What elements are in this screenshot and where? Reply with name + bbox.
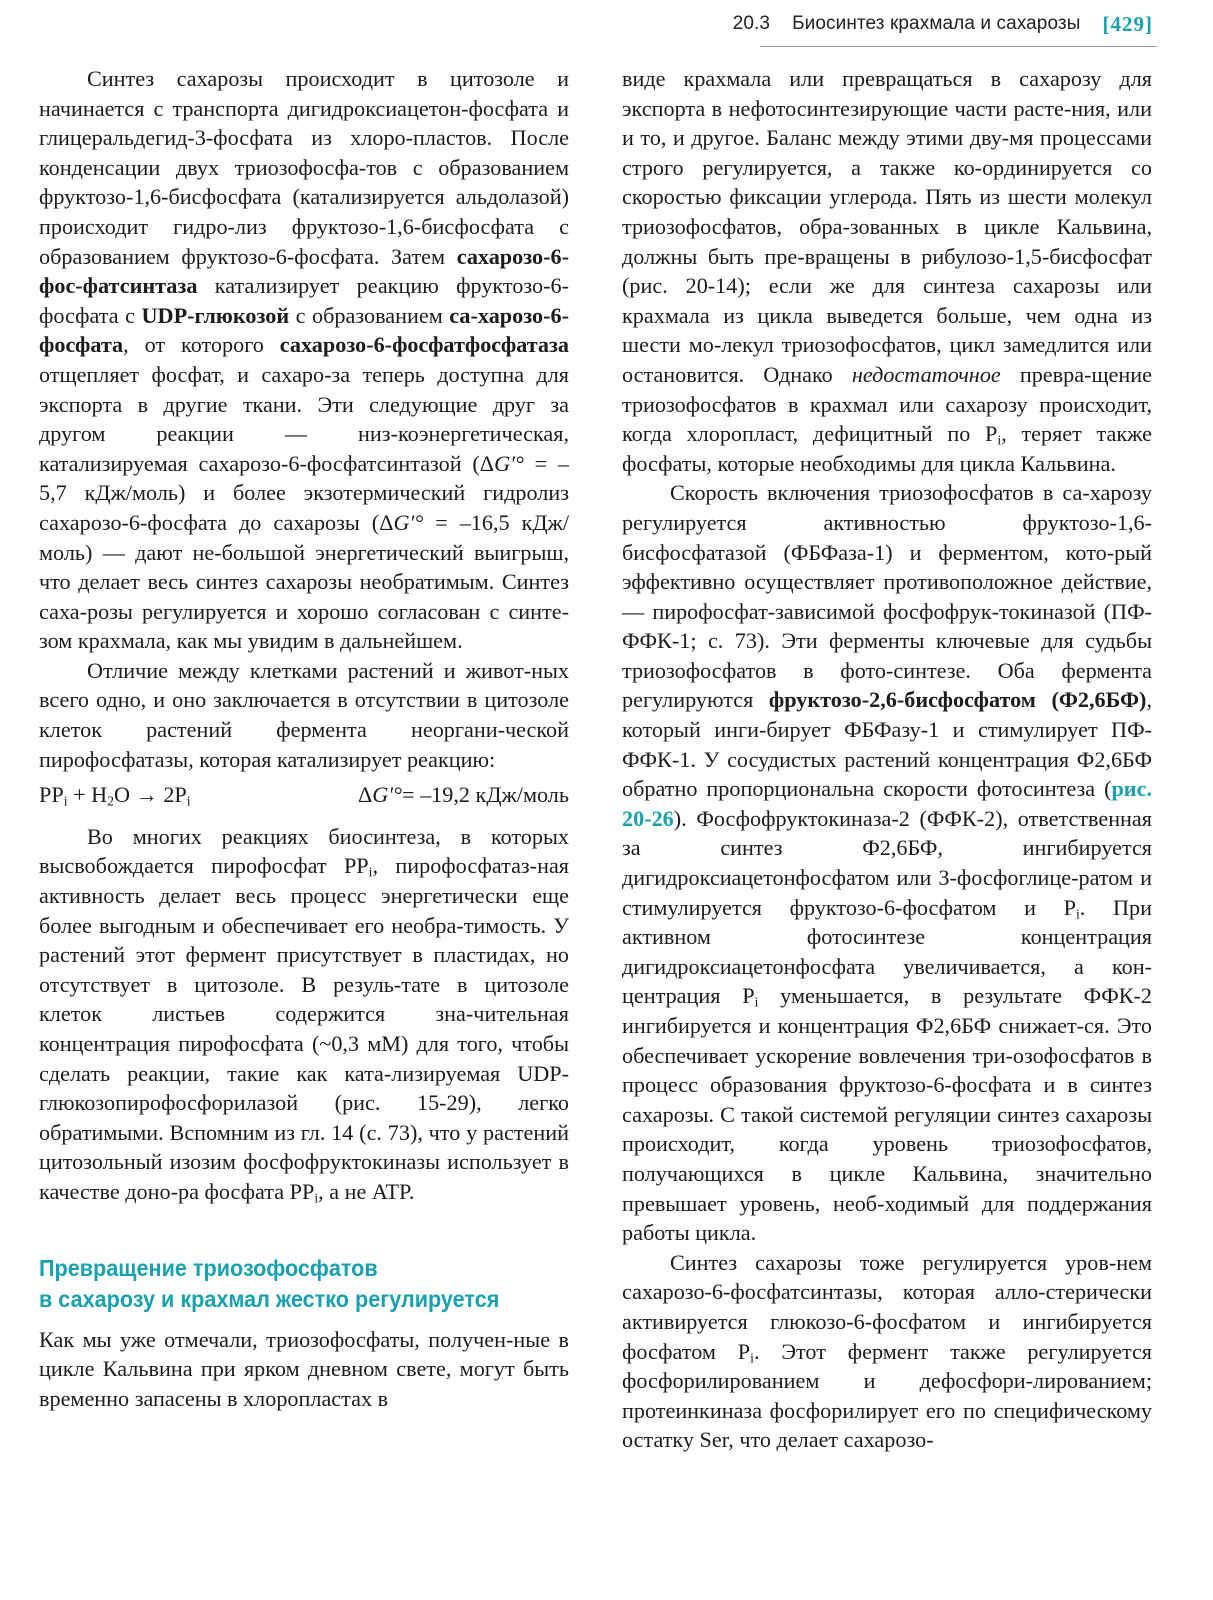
text-run: Во многих реакциях биосинтеза, в которых высвобождается пирофосфат PP (39, 823, 569, 879)
subscript: i (186, 793, 191, 809)
left-column (39, 64, 569, 1413)
emphasis: недостаточное (851, 361, 1001, 387)
text-run: O → 2P (114, 782, 187, 808)
paragraph-plant-animal-difference: Отличие между клетками растений и живот-ных всего одно, и оно заключается в отсутствии в цитозоле клеток растений фермента неоргани-ческой пирофосфатазы, которая катализирует реакцию: (39, 657, 569, 772)
text-run: уменьшается, в результате ФФК-2 ингибируется и концентрация Ф2,6БФ снижает-ся. Это обеспечивает ускорение вовлечения три-озофосфатов в процесс образования фруктозо-6-фосфата и в синтез сахарозы. С такой системой регуляции синтез сахарозы происходит, когда уровень триозофосфатов, получающихся в цикле Кальвина, значительно превышает уровень, необ-ходимый для поддержания работы цикла. (622, 983, 1153, 1246)
subscript: i (997, 432, 1002, 448)
equation-lhs (39, 780, 191, 810)
paragraph-sucrose-synthesis (39, 64, 569, 656)
equation-rhs (358, 780, 569, 810)
text-run: = –5,7 кДж/моль) и более экзотермический гидролиз сахарозо-6-фосфата до сахарозы (Δ (39, 450, 569, 535)
figure-reference-link[interactable]: рис. 20-26 (622, 776, 1152, 831)
term-sucrose-6-phosphate: са-харозо-6-фосфата (39, 302, 569, 358)
paragraph-starch-or-sucrose (622, 64, 1152, 478)
section-heading-line: в сахарозу и крахмал жестко регулируется (39, 1285, 500, 1312)
text-run: виде крахмала или превращаться в сахарозу для экспорта в нефотосинтезирующие части расте-ния, или и то, и другое. Баланс между этими дву-мя процессами строго регулируется, а также ко-ординируется со скоростью фиксации углерода. Пять из шести молекул триозофосфатов, обра-зованных в цикле Кальвина, должны быть пре-вращены в рибулозо-1,5-бисфосфат (рис. 20-14); если же для синтеза сахарозы или крахмала из цикла выведется больше, чем одна из шести мо-лекул триозофосфатов, цикл замедлится или остановится. Однако (622, 66, 1152, 387)
text-run: . Этот фермент также регулируется фосфорилированием и дефосфори-лированием; протеинкиназа фосфорилирует его по специфическому остатку Ser, что делает сахарозо- (622, 1338, 1153, 1453)
text-run: ). Фосфофруктокиназа-2 (ФФК-2), ответственная за синтез Ф2,6БФ, ингибируется дигидроксиацетонфосфатом или 3-фосфоглице-ратом и стимулируется фруктозо-6-фосфатом и P (622, 805, 1152, 920)
text-run: Синтез сахарозы тоже регулируется уров-нем сахарозо-6-фосфатсинтазы, которая алло-стерически активируется глюкозо-6-фосфатом и ингибируется фосфатом P (622, 1249, 1152, 1364)
delta-g-symbol: G′° (494, 450, 524, 476)
subscript: i (63, 793, 68, 809)
text-run: превра-щение триозофосфатов в крахмал или сахарозу происходит, когда хлоропласт, дефицитный по P (622, 361, 1152, 447)
text-run: , пирофосфатаз-ная активность делает весь процесс энергетически еще более выгодным и обеспечивает его необра-тимость. У растений этот фермент присутствует в пластидах, но отсутствует в цитозоле. В резуль-тате в цитозоле клеток листьев содержится зна-чительная концентрация пирофосфата (~0,3 мМ) для того, чтобы сделать реакции, такие как ката-лизируемая UDP-глюкозопирофосфорилазой (рис. 15-29), легко обратимыми. Вспомним из гл. 14 (с. 73), что у растений цитозольный изозим фосфофруктокиназы использует в качестве доно-ра фосфата PP (39, 853, 569, 1204)
right-column (622, 64, 1152, 1455)
subscript: i (754, 994, 759, 1010)
term-fructose-2-6-bisphosphate: фруктозо-2,6-бисфосфатом (Ф2,6БФ) (768, 687, 1147, 713)
text-run: . При активном фотосинтезе концентрация дигидроксиацетонфосфата увеличивается, а кон-центрация P (622, 894, 1152, 1009)
text-run: , который инги-бирует ФБФазу-1 и стимулирует ПФ-ФФК-1. У сосудистых растений концентрация Ф2,6БФ обратно пропорциональна скорости фотосинтеза ( (622, 687, 1152, 802)
text-run: отщепляет фосфат, и сахаро-за теперь доступна для экспорта в другие ткани. Эти следующие друг за другом реакции — низ-коэнергетическая, катализируемая сахарозо-6-фосфатсинтазой (Δ (39, 361, 569, 476)
section-title: Биосинтез крахмала и сахарозы (792, 13, 1081, 34)
delta-g-symbol: G′° (393, 509, 424, 535)
text-run: , от которого (123, 332, 280, 358)
text-run: с образованием (289, 302, 450, 328)
text-run: + H (67, 782, 108, 808)
header-rule (760, 46, 1157, 47)
text-run: Синтез сахарозы происходит в цитозоле и начинается с транспорта дигидроксиацетон-фосфата и глицеральдегид-3-фосфата из хлоро-пластов. После конденсации двух триозофосфа-тов с образованием фруктозо-1,6-бисфосфата (катализируется альдолазой) происходит гидро-лиз фруктозо-1,6-бисфосфата с образованием фруктозо-6-фосфата. Затем (39, 66, 569, 269)
term-udp-glucose: UDP-глюкозой (141, 302, 290, 328)
text-run: Δ (357, 782, 373, 808)
section-heading (39, 1253, 537, 1315)
subscript: i (1075, 906, 1080, 922)
text-run: катализирует реакцию фруктозо-6-фосфата с (39, 273, 569, 328)
section-heading-line: Превращение триозофосфатов (39, 1254, 378, 1281)
text-run: Скорость включения триозофосфатов в са-харозу регулируется активностью фруктозо-1,6-бисфосфатазой (ФБФаза-1) и ферментом, кото-рый эффективно осуществляет противоположное действие, — пирофосфат-зависимой фосфофрук-токиназой (ПФ-ФФК-1; с. 73). Эти ферменты ключевые для судьбы триозофосфатов в фото-синтезе. Оба фермента регулируются (622, 480, 1152, 713)
text-run: = –19,2 кДж/моль (402, 782, 569, 808)
paragraph-regulation-rate (622, 478, 1152, 1247)
reaction-equation (39, 780, 569, 810)
subscript: i (314, 1190, 319, 1206)
section-number: 20.3 (732, 13, 771, 34)
paragraph-sps-regulation (622, 1248, 1152, 1455)
running-head (733, 6, 1153, 42)
subscript: 2 (107, 793, 115, 809)
paragraph-triose-phosphates: Как мы уже отмечали, триозофосфаты, получен-ные в цикле Кальвина при ярком дневном свете, могут быть временно запасены в хлоропластах в (39, 1326, 569, 1411)
term-sucrose-6-phosphate-synthase: сахарозо-6-фос-фатсинтаза (39, 243, 569, 299)
subscript: i (750, 1349, 754, 1365)
text-run: = –16,5 кДж/моль) — дают не-большой энергетический выигрыш, что делает весь синтез сахарозы необратимым. Синтез саха-розы регулируется и хорошо согласован с синте-зом крахмала, как мы увидим в дальнейшем. (39, 509, 569, 654)
paragraph-pyrophosphatase (39, 822, 569, 1207)
term-sucrose-6-phosphate-phosphatase: сахарозо-6-фосфатфосфатаза (279, 332, 569, 358)
text-run: , теряет также фосфаты, которые необходимы для цикла Кальвина. (622, 421, 1152, 476)
text-run: , а не ATP. (318, 1178, 415, 1204)
delta-g-symbol: G′° (372, 782, 403, 808)
page-number: [429] (1102, 11, 1153, 36)
subscript: i (368, 864, 373, 880)
text-run: PP (39, 782, 64, 808)
